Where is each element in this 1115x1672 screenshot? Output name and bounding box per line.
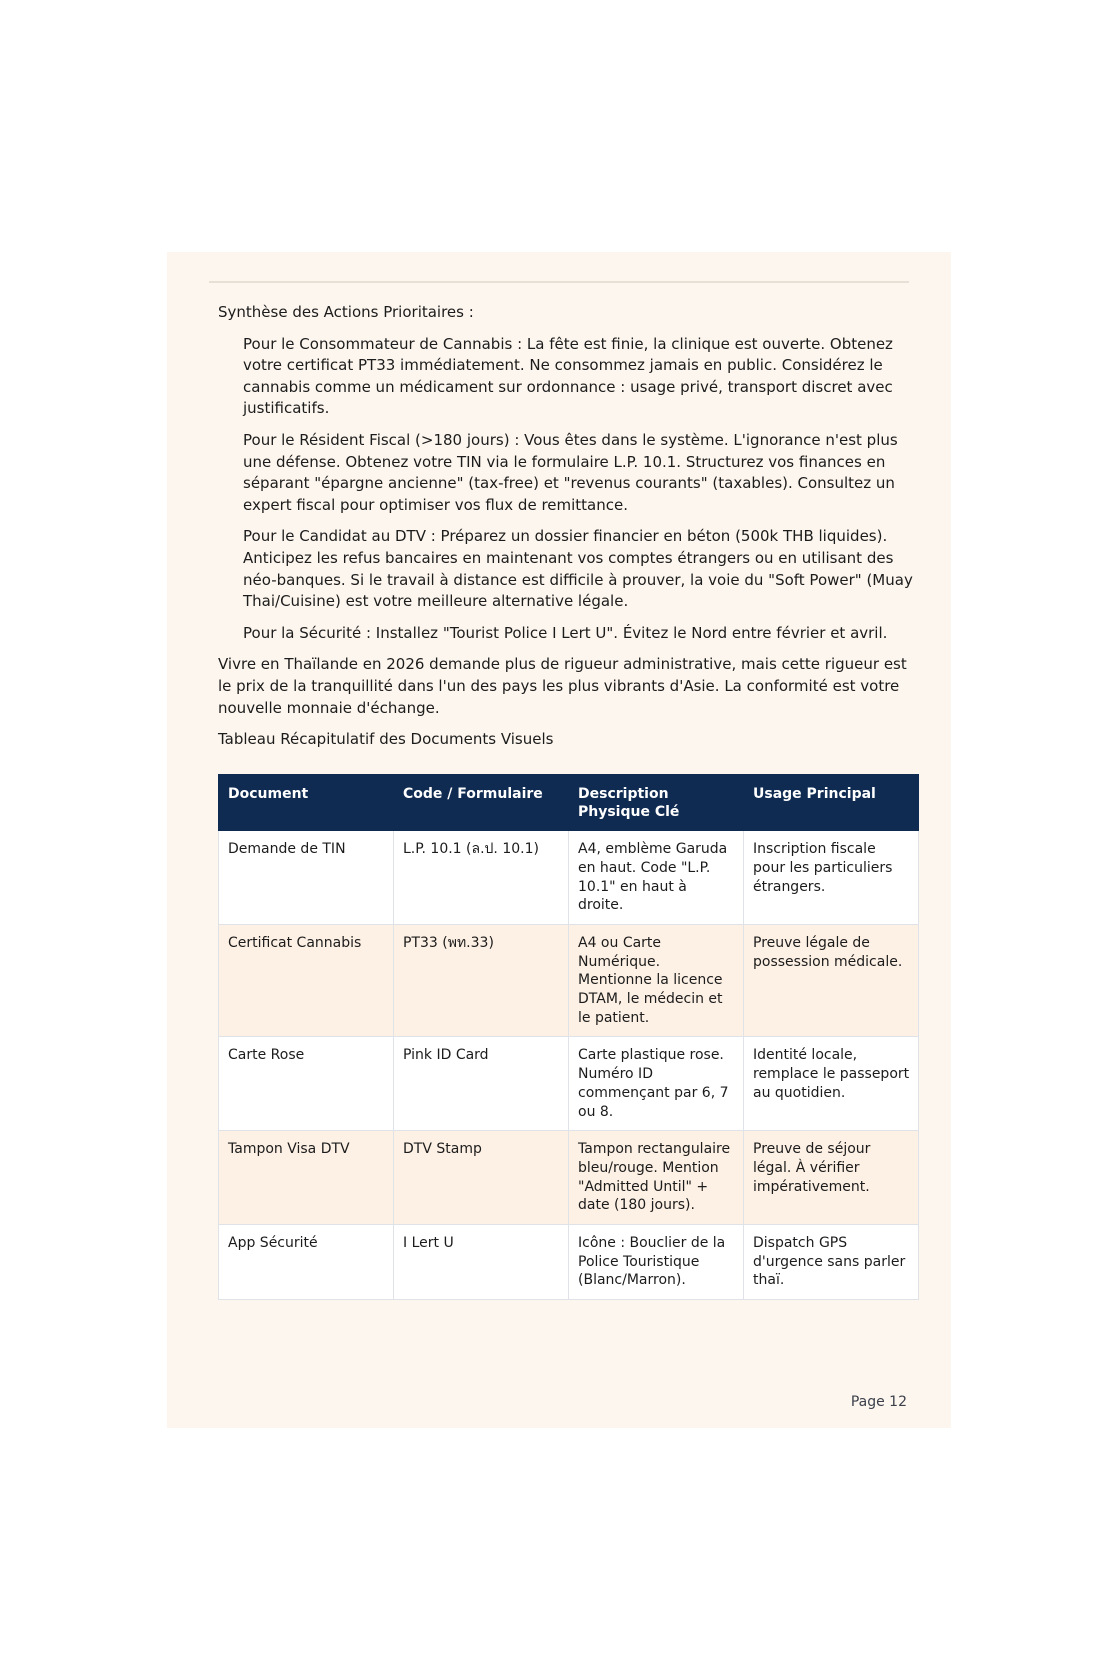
table-cell: L.P. 10.1 (ล.ป. 10.1): [394, 831, 569, 925]
column-header-code: Code / Formulaire: [394, 774, 569, 830]
table-cell: PT33 (พท.33): [394, 924, 569, 1037]
table-cell: DTV Stamp: [394, 1131, 569, 1225]
priority-item-dtv: Pour le Candidat au DTV : Préparez un dossier financier en béton (500k THB liquides). Anticipez les refus bancaires en maintenant vos comptes étrangers ou en utilisant des néo-banques. Si le travail à distance est difficile à prouver, la voie du "Soft Power" (Muay Thai/Cuisine) est votre meilleure alternative légale.: [243, 527, 913, 611]
priority-item-security: Pour la Sécurité : Installez "Tourist Police I Lert U". Évitez le Nord entre février et avril.: [243, 623, 888, 642]
table-cell: Preuve de séjour légal. À vérifier impérativement.: [744, 1131, 919, 1225]
column-header-description: Description Physique Clé: [569, 774, 744, 830]
table-cell: App Sécurité: [219, 1225, 394, 1300]
section-heading: Synthèse des Actions Prioritaires :: [218, 303, 474, 321]
table-cell: Identité locale, remplace le passeport au quotidien.: [744, 1037, 919, 1131]
table-row: [219, 1131, 919, 1225]
table-row: [219, 831, 919, 925]
header-divider: [209, 281, 909, 283]
table-cell: Preuve légale de possession médicale.: [744, 924, 919, 1037]
table-cell: Icône : Bouclier de la Police Touristique (Blanc/Marron).: [569, 1225, 744, 1300]
column-header-document: Document: [219, 774, 394, 830]
table-cell: A4 ou Carte Numérique. Mentionne la licence DTAM, le médecin et le patient.: [569, 924, 744, 1037]
table-row: [219, 1225, 919, 1300]
conclusion-paragraph: Vivre en Thaïlande en 2026 demande plus de rigueur administrative, mais cette rigueur est le prix de la tranquillité dans l'un des pays les plus vibrants d'Asie. La conformité est votre nouvelle monnaie d'échange.: [218, 655, 907, 717]
table-cell: Tampon Visa DTV: [219, 1131, 394, 1225]
page-content: [218, 302, 918, 1300]
table-cell: Inscription fiscale pour les particuliers étrangers.: [744, 831, 919, 925]
table-cell: Carte Rose: [219, 1037, 394, 1131]
table-cell: Carte plastique rose. Numéro ID commençant par 6, 7 ou 8.: [569, 1037, 744, 1131]
table-cell: Certificat Cannabis: [219, 924, 394, 1037]
table-title: Tableau Récapitulatif des Documents Visuels: [218, 730, 554, 749]
table-row: [219, 1037, 919, 1131]
page-number: Page 12: [850, 1394, 907, 1410]
table-cell: Tampon rectangulaire bleu/rouge. Mention "Admitted Until" + date (180 jours).: [569, 1131, 744, 1225]
priority-item-cannabis: Pour le Consommateur de Cannabis : La fête est finie, la clinique est ouverte. Obtenez votre certificat PT33 immédiatement. Ne consommez jamais en public. Considérez le cannabis comme un médicament sur ordonnance : usage privé, transport discret avec justificatifs.: [243, 334, 893, 418]
table-row: [219, 924, 919, 1037]
document-page: [167, 252, 951, 1428]
table-header-row: [219, 774, 919, 830]
table-cell: I Lert U: [394, 1225, 569, 1300]
priority-item-tax-resident: Pour le Résident Fiscal (>180 jours) : Vous êtes dans le système. L'ignorance n'est plus une défense. Obtenez votre TIN via le formulaire L.P. 10.1. Structurez vos finances en séparant "épargne ancienne" (tax-free) et "revenus courants" (taxables). Consultez un expert fiscal pour optimiser vos flux de remittance.: [243, 430, 898, 514]
table-cell: Dispatch GPS d'urgence sans parler thaï.: [744, 1225, 919, 1300]
table-cell: A4, emblème Garuda en haut. Code "L.P. 10.1" en haut à droite.: [569, 831, 744, 925]
column-header-usage: Usage Principal: [744, 774, 919, 830]
table-cell: Pink ID Card: [394, 1037, 569, 1131]
table-cell: Demande de TIN: [219, 831, 394, 925]
documents-table: [218, 774, 919, 1300]
